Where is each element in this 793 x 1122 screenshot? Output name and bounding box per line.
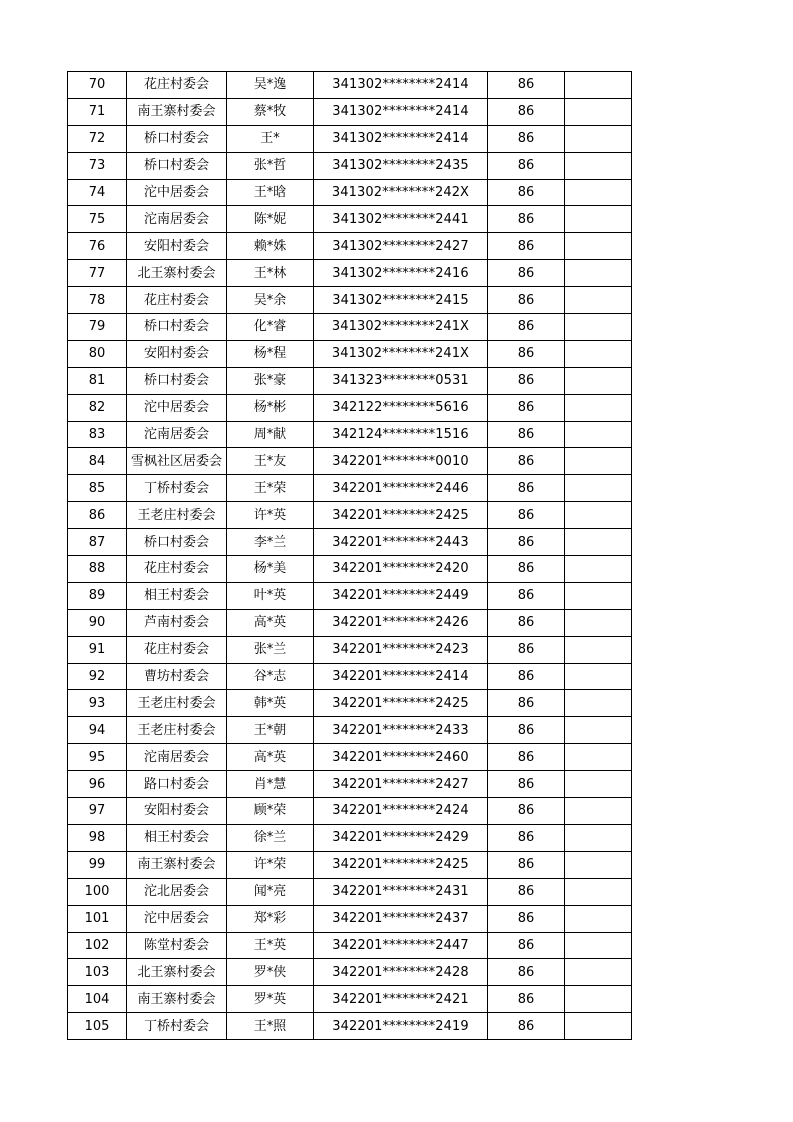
row-number-cell: 100 [68, 878, 127, 905]
score-cell: 86 [488, 744, 565, 771]
row-number-cell: 79 [68, 314, 127, 341]
name-cell: 叶*英 [227, 582, 314, 609]
score-cell: 86 [488, 421, 565, 448]
row-number-cell: 89 [68, 582, 127, 609]
organization-cell: 相王村委会 [127, 582, 227, 609]
table-row [68, 287, 632, 314]
id-number-cell: 342201********2425 [314, 690, 488, 717]
score-cell: 86 [488, 340, 565, 367]
score-cell: 86 [488, 152, 565, 179]
score-cell: 86 [488, 905, 565, 932]
id-number-cell: 341302********242X [314, 179, 488, 206]
row-number-cell: 81 [68, 367, 127, 394]
organization-cell: 安阳村委会 [127, 340, 227, 367]
score-cell: 86 [488, 179, 565, 206]
score-cell: 86 [488, 663, 565, 690]
name-cell: 陈*妮 [227, 206, 314, 233]
blank-cell [565, 690, 632, 717]
row-number-cell: 80 [68, 340, 127, 367]
name-cell: 吴*逸 [227, 72, 314, 99]
blank-cell [565, 367, 632, 394]
table-row [68, 340, 632, 367]
table-row [68, 394, 632, 421]
id-number-cell: 342201********2428 [314, 959, 488, 986]
row-number-cell: 102 [68, 932, 127, 959]
score-cell: 86 [488, 502, 565, 529]
score-cell: 86 [488, 636, 565, 663]
row-number-cell: 73 [68, 152, 127, 179]
blank-cell [565, 314, 632, 341]
organization-cell: 安阳村委会 [127, 233, 227, 260]
score-cell: 86 [488, 986, 565, 1013]
name-cell: 徐*兰 [227, 824, 314, 851]
id-number-cell: 342122********5616 [314, 394, 488, 421]
name-cell: 吴*余 [227, 287, 314, 314]
score-cell: 86 [488, 529, 565, 556]
table-row [68, 851, 632, 878]
row-number-cell: 90 [68, 609, 127, 636]
organization-cell: 相王村委会 [127, 824, 227, 851]
id-number-cell: 341302********2415 [314, 287, 488, 314]
organization-cell: 路口村委会 [127, 771, 227, 798]
score-cell: 86 [488, 771, 565, 798]
blank-cell [565, 905, 632, 932]
name-cell: 罗*侠 [227, 959, 314, 986]
row-number-cell: 104 [68, 986, 127, 1013]
organization-cell: 南王寨村委会 [127, 98, 227, 125]
name-cell: 高*英 [227, 609, 314, 636]
row-number-cell: 92 [68, 663, 127, 690]
organization-cell: 桥口村委会 [127, 152, 227, 179]
name-cell: 韩*英 [227, 690, 314, 717]
id-number-cell: 342124********1516 [314, 421, 488, 448]
blank-cell [565, 152, 632, 179]
id-number-cell: 341302********241X [314, 340, 488, 367]
name-cell: 王*朝 [227, 717, 314, 744]
organization-cell: 沱北居委会 [127, 878, 227, 905]
id-number-cell: 342201********2431 [314, 878, 488, 905]
blank-cell [565, 717, 632, 744]
score-cell: 86 [488, 878, 565, 905]
organization-cell: 雪枫社区居委会 [127, 448, 227, 475]
organization-cell: 沱中居委会 [127, 394, 227, 421]
id-number-cell: 341302********2414 [314, 98, 488, 125]
organization-cell: 桥口村委会 [127, 367, 227, 394]
row-number-cell: 95 [68, 744, 127, 771]
id-number-cell: 342201********0010 [314, 448, 488, 475]
name-cell: 闻*亮 [227, 878, 314, 905]
name-cell: 杨*美 [227, 556, 314, 583]
table-row [68, 905, 632, 932]
score-cell: 86 [488, 367, 565, 394]
row-number-cell: 74 [68, 179, 127, 206]
name-cell: 顾*荣 [227, 798, 314, 825]
table-row [68, 878, 632, 905]
score-cell: 86 [488, 448, 565, 475]
score-cell: 86 [488, 475, 565, 502]
score-cell: 86 [488, 824, 565, 851]
score-cell: 86 [488, 394, 565, 421]
row-number-cell: 99 [68, 851, 127, 878]
table-row [68, 744, 632, 771]
table-row [68, 932, 632, 959]
row-number-cell: 84 [68, 448, 127, 475]
row-number-cell: 76 [68, 233, 127, 260]
name-cell: 王*友 [227, 448, 314, 475]
score-cell: 86 [488, 959, 565, 986]
score-cell: 86 [488, 287, 565, 314]
name-cell: 蔡*牧 [227, 98, 314, 125]
blank-cell [565, 502, 632, 529]
score-cell: 86 [488, 314, 565, 341]
name-cell: 高*英 [227, 744, 314, 771]
name-cell: 王*晗 [227, 179, 314, 206]
id-number-cell: 342201********2424 [314, 798, 488, 825]
blank-cell [565, 98, 632, 125]
row-number-cell: 70 [68, 72, 127, 99]
blank-cell [565, 125, 632, 152]
id-number-cell: 342201********2425 [314, 851, 488, 878]
organization-cell: 花庄村委会 [127, 72, 227, 99]
row-number-cell: 97 [68, 798, 127, 825]
row-number-cell: 93 [68, 690, 127, 717]
id-number-cell: 342201********2433 [314, 717, 488, 744]
name-cell: 王* [227, 125, 314, 152]
row-number-cell: 87 [68, 529, 127, 556]
score-cell: 86 [488, 932, 565, 959]
organization-cell: 丁桥村委会 [127, 475, 227, 502]
organization-cell: 王老庄村委会 [127, 717, 227, 744]
table-row [68, 529, 632, 556]
table-row [68, 314, 632, 341]
table-row [68, 824, 632, 851]
row-number-cell: 94 [68, 717, 127, 744]
name-cell: 罗*英 [227, 986, 314, 1013]
table-row [68, 663, 632, 690]
id-number-cell: 342201********2447 [314, 932, 488, 959]
organization-cell: 陈堂村委会 [127, 932, 227, 959]
table-row [68, 986, 632, 1013]
blank-cell [565, 448, 632, 475]
name-cell: 杨*程 [227, 340, 314, 367]
blank-cell [565, 556, 632, 583]
table-row [68, 421, 632, 448]
name-cell: 化*睿 [227, 314, 314, 341]
blank-cell [565, 394, 632, 421]
id-number-cell: 342201********2449 [314, 582, 488, 609]
organization-cell: 南王寨村委会 [127, 986, 227, 1013]
name-cell: 杨*彬 [227, 394, 314, 421]
score-cell: 86 [488, 1013, 565, 1040]
id-number-cell: 342201********2420 [314, 556, 488, 583]
organization-cell: 沱中居委会 [127, 905, 227, 932]
blank-cell [565, 179, 632, 206]
id-number-cell: 342201********2446 [314, 475, 488, 502]
table-row [68, 448, 632, 475]
row-number-cell: 75 [68, 206, 127, 233]
row-number-cell: 85 [68, 475, 127, 502]
id-number-cell: 341302********2414 [314, 72, 488, 99]
blank-cell [565, 851, 632, 878]
id-number-cell: 341302********2427 [314, 233, 488, 260]
score-cell: 86 [488, 98, 565, 125]
table-row [68, 206, 632, 233]
id-number-cell: 342201********2423 [314, 636, 488, 663]
row-number-cell: 78 [68, 287, 127, 314]
id-number-cell: 341302********2416 [314, 260, 488, 287]
table-row [68, 72, 632, 99]
score-cell: 86 [488, 125, 565, 152]
table-row [68, 125, 632, 152]
organization-cell: 南王寨村委会 [127, 851, 227, 878]
blank-cell [565, 582, 632, 609]
id-number-cell: 342201********2429 [314, 824, 488, 851]
table-row [68, 1013, 632, 1040]
table-row [68, 771, 632, 798]
blank-cell [565, 340, 632, 367]
id-number-cell: 342201********2414 [314, 663, 488, 690]
organization-cell: 安阳村委会 [127, 798, 227, 825]
row-number-cell: 88 [68, 556, 127, 583]
blank-cell [565, 287, 632, 314]
table-row [68, 609, 632, 636]
table-row [68, 717, 632, 744]
row-number-cell: 103 [68, 959, 127, 986]
table-row [68, 260, 632, 287]
score-cell: 86 [488, 233, 565, 260]
organization-cell: 花庄村委会 [127, 287, 227, 314]
blank-cell [565, 206, 632, 233]
name-cell: 谷*志 [227, 663, 314, 690]
score-cell: 86 [488, 556, 565, 583]
name-cell: 王*照 [227, 1013, 314, 1040]
organization-cell: 花庄村委会 [127, 636, 227, 663]
id-number-cell: 341302********2441 [314, 206, 488, 233]
table-row [68, 233, 632, 260]
blank-cell [565, 421, 632, 448]
name-cell: 李*兰 [227, 529, 314, 556]
name-cell: 郑*彩 [227, 905, 314, 932]
id-number-cell: 342201********2460 [314, 744, 488, 771]
score-cell: 86 [488, 260, 565, 287]
blank-cell [565, 824, 632, 851]
organization-cell: 芦南村委会 [127, 609, 227, 636]
score-cell: 86 [488, 798, 565, 825]
organization-cell: 丁桥村委会 [127, 1013, 227, 1040]
table-row [68, 152, 632, 179]
organization-cell: 沱南居委会 [127, 744, 227, 771]
blank-cell [565, 744, 632, 771]
organization-cell: 沱中居委会 [127, 179, 227, 206]
organization-cell: 花庄村委会 [127, 556, 227, 583]
blank-cell [565, 72, 632, 99]
row-number-cell: 83 [68, 421, 127, 448]
organization-cell: 沱南居委会 [127, 421, 227, 448]
id-number-cell: 341302********2435 [314, 152, 488, 179]
score-cell: 86 [488, 717, 565, 744]
row-number-cell: 105 [68, 1013, 127, 1040]
organization-cell: 桥口村委会 [127, 529, 227, 556]
organization-cell: 曹坊村委会 [127, 663, 227, 690]
organization-cell: 王老庄村委会 [127, 502, 227, 529]
blank-cell [565, 986, 632, 1013]
blank-cell [565, 798, 632, 825]
roster-table-body [68, 72, 632, 1040]
organization-cell: 王老庄村委会 [127, 690, 227, 717]
name-cell: 张*兰 [227, 636, 314, 663]
blank-cell [565, 475, 632, 502]
id-number-cell: 342201********2425 [314, 502, 488, 529]
score-cell: 86 [488, 851, 565, 878]
id-number-cell: 342201********2437 [314, 905, 488, 932]
blank-cell [565, 1013, 632, 1040]
id-number-cell: 342201********2443 [314, 529, 488, 556]
row-number-cell: 72 [68, 125, 127, 152]
document-page [67, 71, 632, 1040]
row-number-cell: 101 [68, 905, 127, 932]
score-cell: 86 [488, 72, 565, 99]
id-number-cell: 342201********2426 [314, 609, 488, 636]
blank-cell [565, 878, 632, 905]
id-number-cell: 342201********2421 [314, 986, 488, 1013]
blank-cell [565, 932, 632, 959]
blank-cell [565, 636, 632, 663]
organization-cell: 北王寨村委会 [127, 260, 227, 287]
name-cell: 王*荣 [227, 475, 314, 502]
row-number-cell: 82 [68, 394, 127, 421]
name-cell: 王*英 [227, 932, 314, 959]
name-cell: 王*林 [227, 260, 314, 287]
name-cell: 周*献 [227, 421, 314, 448]
roster-table [67, 71, 632, 1040]
table-row [68, 556, 632, 583]
name-cell: 张*豪 [227, 367, 314, 394]
table-row [68, 582, 632, 609]
score-cell: 86 [488, 690, 565, 717]
organization-cell: 桥口村委会 [127, 314, 227, 341]
table-row [68, 690, 632, 717]
organization-cell: 北王寨村委会 [127, 959, 227, 986]
organization-cell: 沱南居委会 [127, 206, 227, 233]
name-cell: 肖*慧 [227, 771, 314, 798]
blank-cell [565, 529, 632, 556]
score-cell: 86 [488, 206, 565, 233]
name-cell: 张*哲 [227, 152, 314, 179]
table-row [68, 959, 632, 986]
blank-cell [565, 771, 632, 798]
row-number-cell: 91 [68, 636, 127, 663]
blank-cell [565, 609, 632, 636]
id-number-cell: 341323********0531 [314, 367, 488, 394]
id-number-cell: 341302********241X [314, 314, 488, 341]
name-cell: 赖*姝 [227, 233, 314, 260]
organization-cell: 桥口村委会 [127, 125, 227, 152]
blank-cell [565, 663, 632, 690]
id-number-cell: 342201********2419 [314, 1013, 488, 1040]
score-cell: 86 [488, 582, 565, 609]
row-number-cell: 96 [68, 771, 127, 798]
table-row [68, 798, 632, 825]
table-row [68, 98, 632, 125]
row-number-cell: 98 [68, 824, 127, 851]
row-number-cell: 71 [68, 98, 127, 125]
id-number-cell: 341302********2414 [314, 125, 488, 152]
table-row [68, 502, 632, 529]
table-row [68, 475, 632, 502]
blank-cell [565, 260, 632, 287]
score-cell: 86 [488, 609, 565, 636]
row-number-cell: 86 [68, 502, 127, 529]
blank-cell [565, 233, 632, 260]
table-row [68, 636, 632, 663]
name-cell: 许*英 [227, 502, 314, 529]
id-number-cell: 342201********2427 [314, 771, 488, 798]
blank-cell [565, 959, 632, 986]
table-row [68, 179, 632, 206]
name-cell: 许*荣 [227, 851, 314, 878]
table-row [68, 367, 632, 394]
row-number-cell: 77 [68, 260, 127, 287]
